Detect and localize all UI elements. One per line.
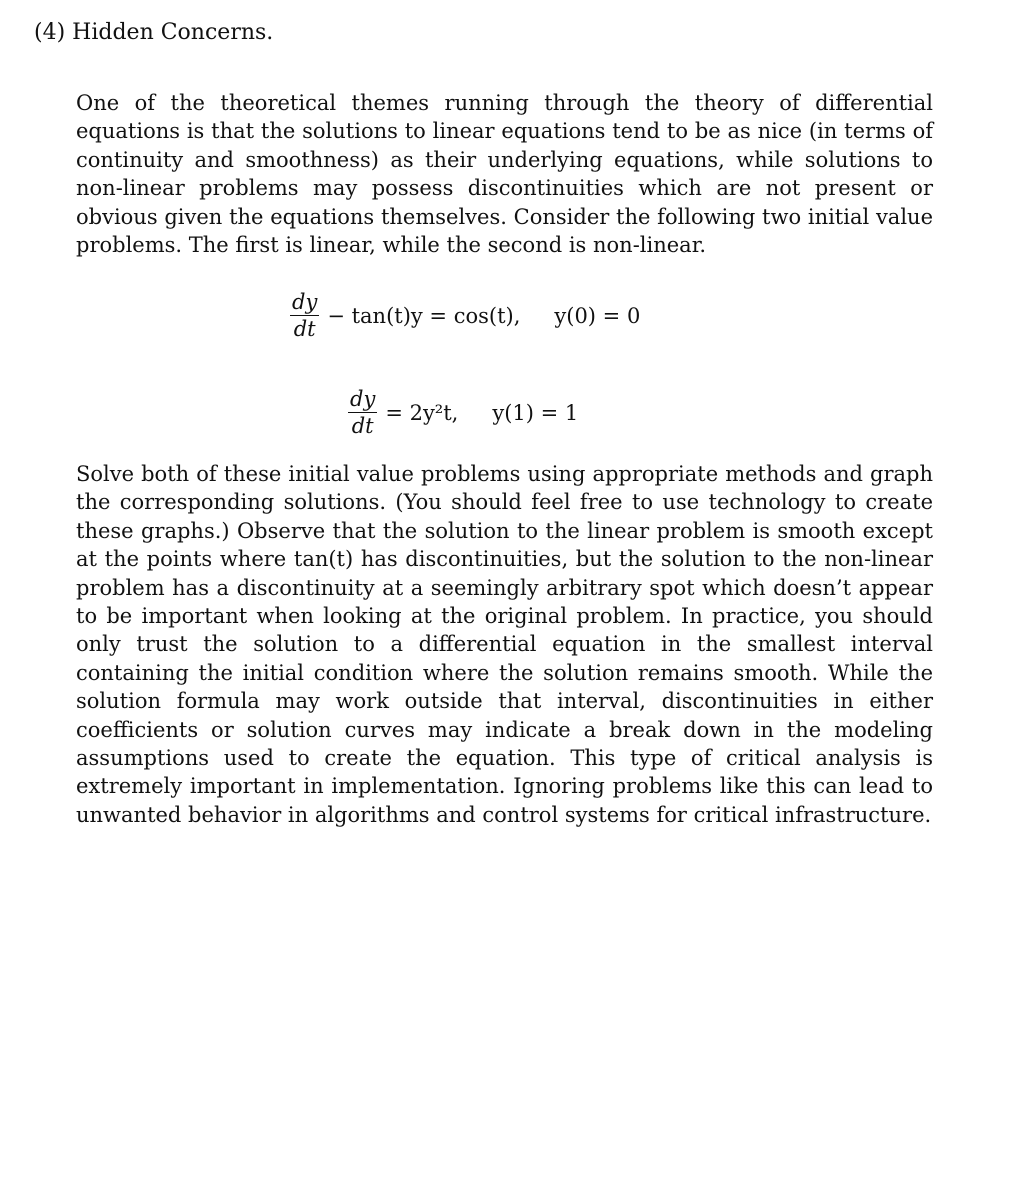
derivative-fraction: [348, 387, 377, 438]
fraction-denominator: dt: [351, 414, 374, 438]
problem-heading: (4) Hidden Concerns.: [34, 20, 274, 45]
nonlinear-equation-body: = 2y²t,: [385, 400, 459, 425]
fraction-numerator: dy: [292, 290, 318, 314]
nonlinear-equation: [348, 387, 578, 438]
linear-equation: [290, 290, 640, 341]
intro-paragraph: One of the theoretical themes running through the theory of differential equations is that the solutions to linear equations tend to be as nice (in terms of continuity and smoothness) as their underlying equations, while solutions to non-linear problems may possess discontinuities which are not present or obvious given the equations themselves. Consider the following two initial value problems. The first is linear, while the second is non-linear.: [76, 91, 933, 258]
fraction-numerator: dy: [350, 387, 376, 411]
derivative-fraction: [290, 290, 319, 341]
fraction-denominator: dt: [293, 317, 316, 341]
instructions-paragraph: Solve both of these initial value problems using appropriate methods and graph the corresponding solutions. (You should feel free to use technology to create these graphs.) Observe that the solution to the linear problem is smooth except at the points where tan(t) has discontinuities, but the solution to the non-linear problem has a discontinuity at a seemingly arbitrary spot which doesn’t appear to be important when looking at the original problem. In practice, you should only trust the solution to a differential equation in the smallest interval containing the initial condition where the solution remains smooth. While the solution formula may work outside that interval, discontinuities in either coefficients or solution curves may indicate a break down in the modeling assumptions used to create the equation. This type of critical analysis is extremely important in implementation. Ignoring problems like this can lead to unwanted behavior in algorithms and control systems for critical infrastructure.: [76, 462, 933, 827]
linear-initial-condition: y(0) = 0: [554, 303, 641, 328]
linear-equation-body: − tan(t)y = cos(t),: [327, 303, 521, 328]
nonlinear-initial-condition: y(1) = 1: [492, 400, 579, 425]
